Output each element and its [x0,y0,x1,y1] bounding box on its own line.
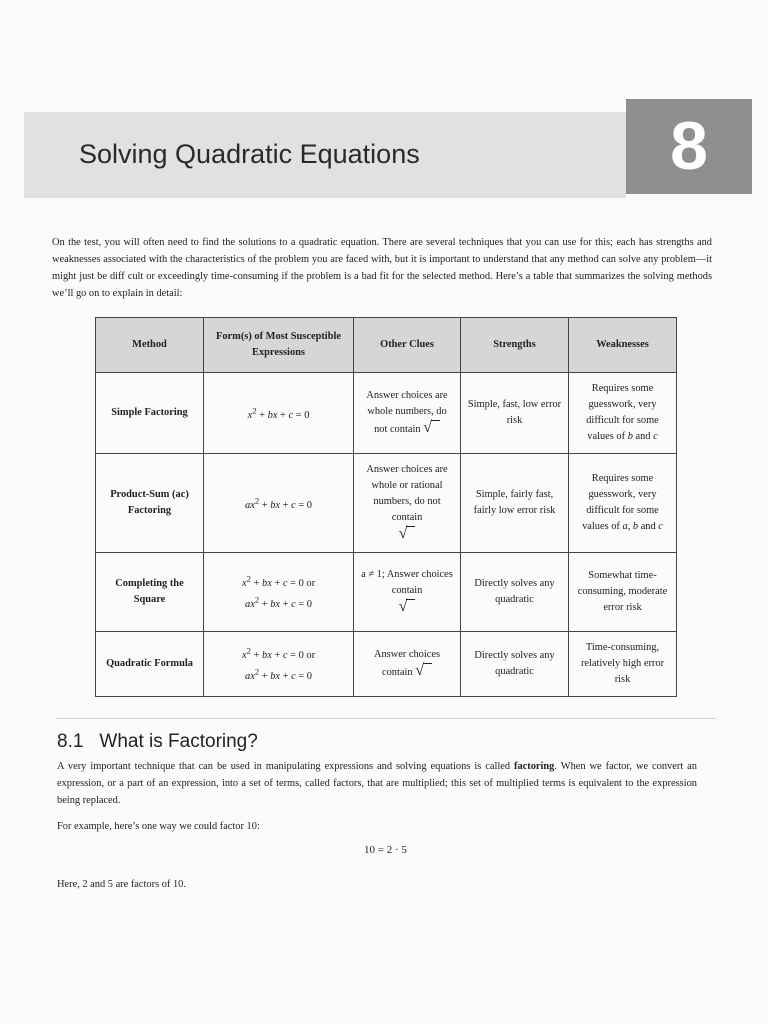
table-row [96,373,677,454]
chapter-title: Solving Quadratic Equations [79,139,420,169]
variable-c: c [653,431,658,442]
weaknesses-cell: Time-consuming, relatively high error risk [569,632,677,697]
form-cell [204,553,354,632]
table-row [96,632,677,697]
table-row [96,553,677,632]
clues-text: Answer choices contain [373,649,441,678]
example-equation: 10 = 2 · 5 [364,844,407,856]
or-word: or [306,650,316,661]
weaknesses-text: Requires some guesswork, very difficult for some values of [586,383,659,442]
section-paragraph [57,758,697,809]
table-row [96,454,677,553]
methods-table [95,317,677,697]
weaknesses-joiner: and [632,431,654,442]
clues-text: Answer choices are whole or rational numbers, do not contain [366,464,448,523]
variable-b: b [627,431,633,442]
weaknesses-cell: Somewhat time-consuming, moderate error risk [569,553,677,632]
method-cell: Quadratic Formula [96,632,204,697]
formula: $x^2$ + bx + c = 0 or [241,573,316,589]
chapter-number-box: 8 [626,99,752,194]
example-conclusion: Here, 2 and 5 are factors of 10. [57,879,186,890]
formula: $ax^2$ + bx + c = 0 [245,595,312,611]
section-title: What is Factoring? [99,731,258,752]
table-header-row [96,318,677,373]
section-text-after: . When we factor, we convert an expression, or a part of an expression, into a set of terms, called factors, that are multiplied; this set of multiplied terms is equivalent to the expression being replaced. [57,761,697,806]
variable-c: c [658,521,663,532]
formula: $ax^2$ + bx + c = 0 [245,667,312,683]
column-header-method: Method [96,318,204,373]
form-cell [204,454,354,553]
example-intro: For example, here’s one way we could factor 10: [57,821,260,832]
section-heading [57,731,258,753]
column-header-forms: Form(s) of Most Susceptible Expressions [204,318,354,373]
clues-cell [354,454,461,553]
strengths-cell: Simple, fast, low error risk [461,373,569,454]
square-root-symbol: √ [399,599,416,615]
intro-paragraph: On the test, you will often need to find the solutions to a quadratic equation. There are several techniques that you can use for this; each has strengths and weaknesses associated with the characteristics of the problem you are faced with, but it is important to understand that any method can solve any problem—it might just be diff cult or exceedingly time-consuming if the problem is a bad fit for the selected method. Here’s a table that summarizes the solving methods we’ll go on to explain in detail: [52,237,712,299]
square-root-symbol: √ [399,526,416,542]
weaknesses-joiner: and [638,521,659,532]
strengths-cell: Directly solves any quadratic [461,632,569,697]
square-root-symbol: √ [415,663,432,679]
variable-b: b [632,521,639,532]
weaknesses-text: Requires some guesswork, very difficult for some values of [582,473,659,532]
clues-cell [354,553,461,632]
column-header-other-clues: Other Clues [354,318,461,373]
method-cell: Completing the Square [96,553,204,632]
section-number: 8.1 [57,731,84,752]
factoring-term: factoring [513,761,555,772]
square-root-symbol: √ [423,420,440,436]
formula: $x^2$ + bx + c = 0 [247,405,310,421]
column-header-strengths: Strengths [461,318,569,373]
column-header-weaknesses: Weaknesses [569,318,677,373]
clues-cell [354,373,461,454]
form-cell [204,632,354,697]
clues-text: a ≠ 1; Answer choices contain [361,569,453,596]
weaknesses-joiner: , [627,521,633,532]
section-divider [56,718,716,719]
method-cell: Simple Factoring [96,373,204,454]
weaknesses-cell [569,373,677,454]
strengths-cell: Directly solves any quadratic [461,553,569,632]
strengths-cell: Simple, fairly fast, fairly low error risk [461,454,569,553]
variable-a: a [622,521,628,532]
clues-text: Answer choices are whole numbers, do not contain [366,390,448,435]
weaknesses-cell [569,454,677,553]
formula: $ax^2$ + bx + c = 0 [245,495,312,511]
section-text-before: A very important technique that can be used in manipulating expressions and solving equations is called [57,761,514,772]
clues-cell [354,632,461,697]
or-word: or [306,578,316,589]
method-cell: Product-Sum (ac) Factoring [96,454,204,553]
form-cell [204,373,354,454]
formula: $x^2$ + bx + c = 0 or [241,645,316,661]
